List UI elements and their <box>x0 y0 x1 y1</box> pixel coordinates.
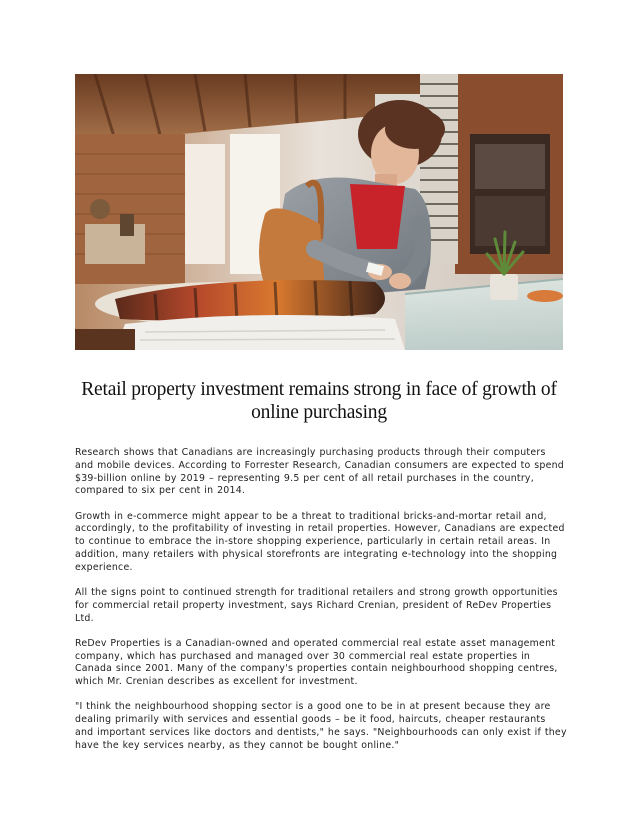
article-body <box>75 447 567 765</box>
paragraph-3: All the signs point to continued strength for traditional retailers and strong growth opportunities for commercial retail property investment, says Richard Crenian, president of ReDev Properties Ltd. <box>75 586 558 624</box>
paragraph-1: Research shows that Canadians are increasingly purchasing products through their computers and mobile devices. According to Forrester Research, Canadian consumers are expected to spend $39-billion online by 2019 – representing 9.5 per cent of all retail purchases in the country, compared to six per cent in 2014. <box>75 447 565 497</box>
paragraph-4: ReDev Properties is a Canadian-owned and operated commercial real estate asset management company, which has purchased and managed over 30 commercial real estate properties in Canada since 2001. Many of the company's properties contain neighbourhood shopping centres, which Mr. Crenian describes as excellent for investment. <box>75 637 558 688</box>
article-headline: Retail property investment remains strong in face of growth of online purchasing <box>81 379 557 423</box>
paragraph-2: Growth in e-commerce might appear to be a threat to traditional bricks-and-mortar retail and, accordingly, to the profitability of investing in retail properties. However, Canadians are expected to continue to embrace the in-store shopping experience, particularly in certain retail areas. In addition, many retailers with physical storefronts are integrating e-technology into the shopping experience. <box>75 510 565 573</box>
hero-photo <box>75 74 563 350</box>
shopper-illustration <box>75 74 563 350</box>
paragraph-5: "I think the neighbourhood shopping sector is a good one to be in at present because they are dealing primarily with services and essential goods – be it food, haircuts, cheaper restaurants and important services like doctors and dentists," he says. "Neighbourhoods can only exist if they have the key services nearby, as they cannot be bought online." <box>75 701 567 751</box>
